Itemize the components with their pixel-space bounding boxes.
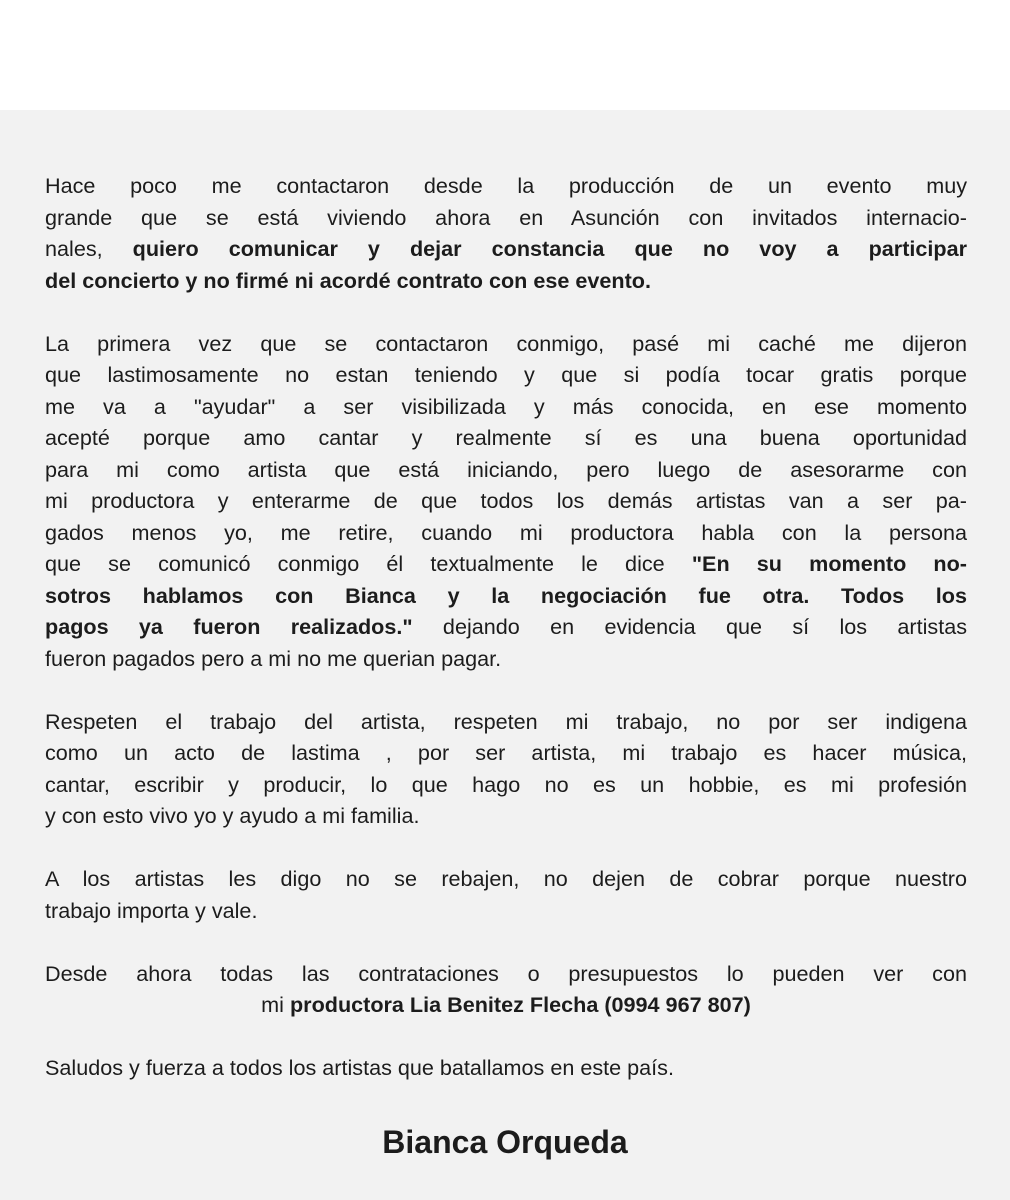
text-line (45, 989, 967, 1021)
text-line (45, 265, 967, 297)
text-line: fueron pagados pero a mi no me querian pagar. (45, 645, 502, 671)
bold-statement: quiero comunicar y dejar constancia que no voy a participar (132, 236, 968, 261)
text-fragment: nales, (45, 236, 133, 261)
text-line: Saludos y fuerza a todos los artistas que batallamos en este país. (45, 1055, 674, 1080)
letter-body (45, 170, 967, 1084)
text-fragment: que se comunicó conmigo él textualmente le dice (45, 551, 692, 576)
bold-quote: sotros hablamos con Bianca y la negociación fue otra. Todos los (45, 582, 967, 608)
text-line (45, 580, 967, 612)
text-line: Hace poco me contactaron desde la producción de un evento muy (45, 173, 967, 198)
text-fragment: dejando en evidencia que sí los artistas (412, 614, 967, 639)
text-line: como un acto de lastima , por ser artista, mi trabajo es hacer música, (45, 740, 967, 765)
paragraph-contact (45, 958, 967, 1021)
bold-quote: "En su momento no- (691, 551, 967, 576)
paragraph-advice (45, 863, 967, 926)
text-line: acepté porque amo cantar y realmente sí es una buena oportunidad (45, 425, 967, 450)
text-line: me va a "ayudar" a ser visibilizada y más conocida, en ese momento (45, 393, 967, 419)
paragraph-story (45, 328, 967, 675)
text-fragment: mi (261, 992, 290, 1017)
text-line: cantar, escribir y producir, lo que hago no es un hobbie, es mi profesión (45, 771, 967, 797)
text-line: y con esto vivo yo y ayudo a mi familia. (45, 803, 420, 828)
bold-statement: del concierto y no firmé ni acordé contrato con ese evento. (45, 267, 651, 293)
text-line: que lastimosamente no estan teniendo y que si podía tocar gratis porque (45, 362, 967, 387)
text-line: para mi como artista que está iniciando, pero luego de asesorarme con (45, 456, 967, 482)
paragraph-closing (45, 1052, 967, 1084)
text-line: mi productora y enterarme de que todos los demás artistas van a ser pa- (45, 488, 967, 513)
text-line (45, 611, 967, 643)
text-line: La primera vez que se contactaron conmigo, pasé mi caché me dijeron (45, 330, 967, 356)
top-blank-band (0, 0, 1010, 110)
text-line (45, 233, 967, 265)
paragraph-respect (45, 706, 967, 832)
text-line: Respeten el trabajo del artista, respeten mi trabajo, no por ser indigena (45, 708, 967, 734)
text-line: trabajo importa y vale. (45, 897, 258, 923)
paragraph-intro (45, 170, 967, 296)
text-line (45, 548, 967, 580)
text-line: Desde ahora todas las contrataciones o presupuestos lo pueden ver con (45, 960, 967, 986)
producer-contact: productora Lia Benitez Flecha (0994 967 807) (289, 992, 751, 1017)
text-line: gados menos yo, me retire, cuando mi productora habla con la persona (45, 519, 967, 545)
text-line: grande que se está viviendo ahora en Asunción con invitados internacio- (45, 204, 967, 230)
text-line: A los artistas les digo no se rebajen, no dejen de cobrar porque nuestro (45, 866, 967, 891)
bold-quote: pagos ya fueron realizados." (45, 614, 413, 639)
signature-name: Bianca Orqueda (382, 1124, 628, 1160)
